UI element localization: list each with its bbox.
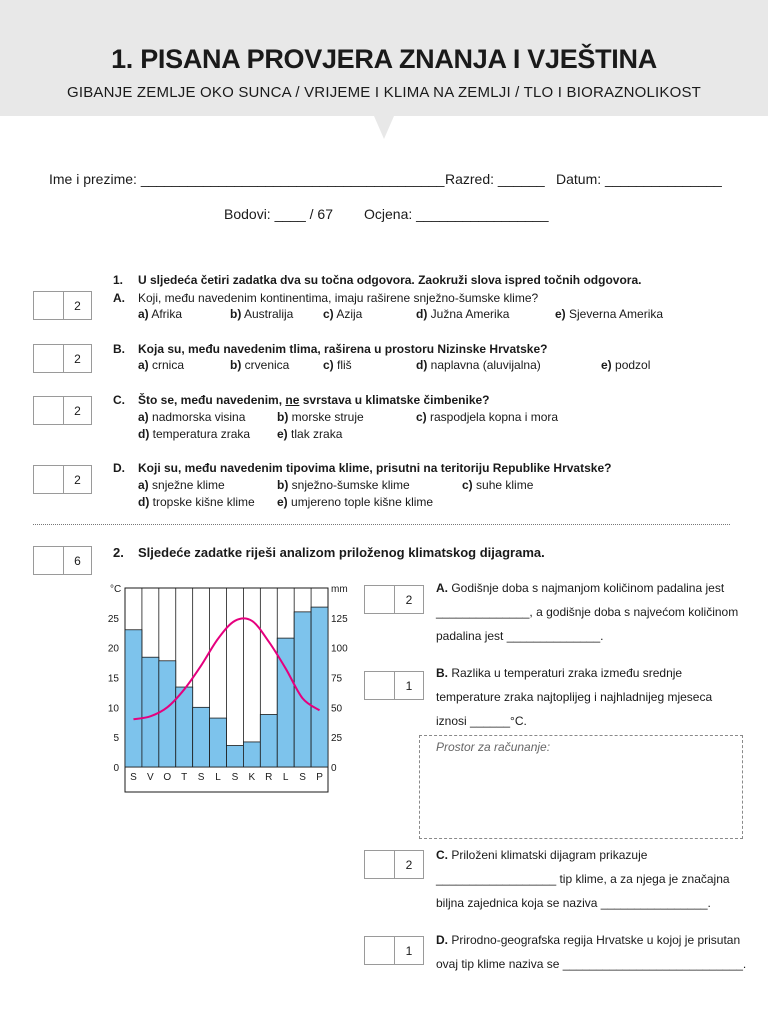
option-text: tropske kišne klime <box>152 495 255 509</box>
option-1d-c[interactable] <box>462 478 533 492</box>
right-tick-label: 50 <box>331 703 343 715</box>
score-box-2[interactable] <box>33 546 92 575</box>
task2c-line3[interactable]: biljna zajednica koja se naziva ________________. <box>436 896 711 910</box>
option-text: crvenica <box>244 358 290 372</box>
left-tick-label: 5 <box>113 733 119 745</box>
left-tick-label: 25 <box>107 613 119 625</box>
option-1d-d[interactable] <box>138 495 255 509</box>
month-label: L <box>282 772 289 783</box>
option-letter: d) <box>138 495 150 509</box>
task2b-line2: temperature zraka najtoplijeg i najhladnijeg mjeseca <box>436 690 713 704</box>
section-divider <box>33 524 730 525</box>
task1a-letter: A. <box>113 291 125 305</box>
option-letter: e) <box>601 358 612 372</box>
option-letter: c) <box>462 478 473 492</box>
option-letter: c) <box>416 410 427 424</box>
option-1a-a[interactable] <box>138 307 182 321</box>
option-text: Australija <box>244 307 294 321</box>
option-text: naplavna (aluvijalna) <box>430 358 541 372</box>
task2a-text <box>436 576 738 648</box>
option-letter: e) <box>277 427 288 441</box>
option-text: temperatura zraka <box>152 427 251 441</box>
score-input-2c[interactable] <box>365 851 395 878</box>
right-tick-label: 75 <box>331 673 343 685</box>
task1c-question <box>138 393 490 407</box>
option-text: Južna Amerika <box>430 307 510 321</box>
question-part: Što se, među navedenim, <box>138 393 286 407</box>
precip-bar-9 <box>260 714 277 767</box>
option-letter: b) <box>230 358 242 372</box>
task1-instruction: U sljedeća četiri zadatka dva su točna odgovora. Zaokruži slova ispred točnih odgovora. <box>138 273 642 287</box>
precip-bar-2 <box>142 657 159 767</box>
option-text: fliš <box>337 358 352 372</box>
task2a-line1: Godišnje doba s najmanjom količinom padalina jest <box>451 581 725 595</box>
month-label: S <box>130 772 137 783</box>
task1b-letter: B. <box>113 342 125 356</box>
score-max-1b: 2 <box>74 351 81 366</box>
precip-bar-8 <box>243 742 260 767</box>
option-1a-d[interactable] <box>416 307 509 321</box>
option-1a-c[interactable] <box>323 307 362 321</box>
option-1d-e[interactable] <box>277 495 433 509</box>
task1a-question: Koji, među navedenim kontinentima, imaju raširene snježno-šumske klime? <box>138 291 539 305</box>
option-1c-e[interactable] <box>277 427 342 441</box>
calculation-area[interactable] <box>419 735 743 839</box>
right-axis-unit: mm <box>331 584 348 595</box>
option-1d-a[interactable] <box>138 478 225 492</box>
option-letter: d) <box>416 358 428 372</box>
score-input-2b[interactable] <box>365 672 395 699</box>
month-label: S <box>231 772 239 783</box>
option-letter: a) <box>138 410 149 424</box>
score-box-1d[interactable] <box>33 465 92 494</box>
month-label: K <box>248 772 256 783</box>
precip-bar-4 <box>176 687 193 767</box>
score-max-2a: 2 <box>405 592 413 607</box>
text-line <box>436 843 730 867</box>
right-tick-label: 100 <box>331 643 348 655</box>
score-input-1a[interactable] <box>34 292 64 319</box>
task2c-line2[interactable]: __________________ tip klime, a za njega je značajna <box>436 872 730 886</box>
score-input-2a[interactable] <box>365 586 395 613</box>
right-tick-label: 25 <box>331 733 343 745</box>
task2b-line1: Razlika u temperaturi zraka između srednje <box>451 666 683 680</box>
month-label: V <box>147 772 154 783</box>
option-1c-d[interactable] <box>138 427 250 441</box>
score-max-1c: 2 <box>74 403 81 418</box>
option-letter: d) <box>138 427 150 441</box>
option-1b-c[interactable] <box>323 358 352 372</box>
task2a-line3[interactable]: padalina jest ______________. <box>436 629 604 643</box>
task1b-question: Koja su, među navedenim tlima, raširena u prostoru Nizinske Hrvatske? <box>138 342 548 356</box>
right-tick-label: 125 <box>331 613 348 625</box>
option-text: umjereno tople kišne klime <box>291 495 434 509</box>
month-label: S <box>197 772 205 783</box>
date-blank: _______________ <box>605 171 722 187</box>
date-label: Datum: <box>556 171 602 187</box>
precip-bar-5 <box>193 707 210 767</box>
date-field[interactable] <box>556 171 722 187</box>
grade-label: Ocjena: <box>364 206 413 222</box>
task2c-line1: Priloženi klimatski dijagram prikazuje <box>451 848 648 862</box>
score-max-2b: 1 <box>405 678 413 693</box>
points-field[interactable] <box>224 206 333 222</box>
name-label: Ime i prezime: <box>49 171 137 187</box>
score-input-1d[interactable] <box>34 466 64 493</box>
month-label: T <box>181 772 188 783</box>
class-blank: ______ <box>497 171 545 187</box>
score-box-2c[interactable] <box>364 850 424 879</box>
option-1a-b[interactable] <box>230 307 293 321</box>
score-box-1b[interactable] <box>33 344 92 373</box>
option-1b-a[interactable] <box>138 358 184 372</box>
score-box-2b[interactable] <box>364 671 424 700</box>
precip-bar-7 <box>227 746 244 767</box>
option-text: suhe klime <box>476 478 534 492</box>
text-line <box>436 928 746 952</box>
page-title: 1. PISANA PROVJERA ZNANJA I VJEŠTINA <box>111 44 657 74</box>
question-negation: ne <box>285 393 300 407</box>
option-text: raspodjela kopna i mora <box>426 410 559 424</box>
task2c-letter: C. <box>436 848 448 862</box>
option-text: podzol <box>615 358 651 372</box>
option-1a-e[interactable] <box>555 307 663 321</box>
class-field[interactable] <box>445 171 545 187</box>
grade-field[interactable] <box>364 206 549 222</box>
month-label: P <box>316 772 323 783</box>
points-label: Bodovi: <box>224 206 271 222</box>
calculation-label: Prostor za računanje: <box>436 740 551 754</box>
score-max-2: 6 <box>74 553 81 568</box>
left-tick-label: 15 <box>107 673 119 685</box>
precip-bar-12 <box>311 607 328 767</box>
option-letter: b) <box>277 410 289 424</box>
option-letter: a) <box>138 478 149 492</box>
option-1c-a[interactable] <box>138 410 245 424</box>
option-text: Azija <box>336 307 363 321</box>
option-letter: e) <box>555 307 566 321</box>
score-input-2d[interactable] <box>365 937 395 964</box>
score-input-1b[interactable] <box>34 345 64 372</box>
task2d-line2[interactable]: ovaj tip klime naziva se ___________________________. <box>436 957 747 971</box>
score-input-2[interactable] <box>34 547 64 574</box>
option-1d-b[interactable] <box>277 478 410 492</box>
task2-instruction: Sljedeće zadatke riješi analizom priloženog klimatskog dijagrama. <box>138 545 545 560</box>
task1-number: 1. <box>113 273 124 287</box>
month-label: L <box>215 772 221 783</box>
text-line <box>436 661 712 685</box>
score-max-1a: 2 <box>74 298 81 313</box>
option-letter: e) <box>277 495 288 509</box>
task2d-line1: Prirodno-geografska regija Hrvatske u kojoj je prisutan <box>451 933 741 947</box>
precip-bar-3 <box>159 661 176 767</box>
month-label: S <box>299 772 306 783</box>
precip-bar-6 <box>210 718 227 767</box>
task1d-letter: D. <box>113 461 125 475</box>
class-label: Razred: <box>445 171 495 187</box>
option-letter: c) <box>323 358 334 372</box>
task2-number: 2. <box>113 545 124 560</box>
climate-diagram <box>100 580 360 800</box>
option-1b-e[interactable] <box>601 358 650 372</box>
text-line <box>436 576 738 600</box>
month-label: R <box>265 772 273 783</box>
task1c-letter: C. <box>113 393 125 407</box>
option-text: Sjeverna Amerika <box>569 307 664 321</box>
option-letter: a) <box>138 307 149 321</box>
right-tick-label: 0 <box>331 763 337 774</box>
points-separator: / <box>309 206 314 222</box>
points-blank: ____ <box>274 206 306 222</box>
option-text: nadmorska visina <box>152 410 246 424</box>
option-text: crnica <box>152 358 185 372</box>
left-tick-label: 0 <box>113 763 119 774</box>
task2a-letter: A. <box>436 581 448 595</box>
score-box-2d[interactable] <box>364 936 424 965</box>
left-tick-label: 10 <box>107 703 119 715</box>
score-box-1a[interactable] <box>33 291 92 320</box>
task2a-line2[interactable]: ______________, a godišnje doba s najvećom količinom <box>436 605 739 619</box>
left-tick-label: 20 <box>107 643 119 655</box>
task2d-letter: D. <box>436 933 448 947</box>
month-label: O <box>163 772 172 783</box>
score-box-2a[interactable] <box>364 585 424 614</box>
option-letter: c) <box>323 307 334 321</box>
option-text: morske struje <box>291 410 364 424</box>
option-text: snježno-šumske klime <box>291 478 410 492</box>
option-text: Afrika <box>151 307 183 321</box>
task2b-line3[interactable]: iznosi ______°C. <box>436 714 527 728</box>
score-input-1c[interactable] <box>34 397 64 424</box>
task2b-text <box>436 661 712 733</box>
precip-bar-1 <box>125 630 142 767</box>
score-max-2d: 1 <box>405 943 413 958</box>
option-1b-d[interactable] <box>416 358 541 372</box>
question-part: svrstava u klimatske čimbenike? <box>299 393 490 407</box>
score-box-1c[interactable] <box>33 396 92 425</box>
option-1c-b[interactable] <box>277 410 364 424</box>
option-letter: d) <box>416 307 428 321</box>
task1d-question: Koji su, među navedenim tipovima klime, prisutni na teritoriju Republike Hrvatske? <box>138 461 612 475</box>
option-text: snježne klime <box>152 478 225 492</box>
name-field[interactable] <box>49 171 444 187</box>
option-letter: a) <box>138 358 149 372</box>
option-text: tlak zraka <box>291 427 343 441</box>
option-letter: b) <box>277 478 289 492</box>
left-axis-unit: °C <box>110 584 122 595</box>
score-max-1d: 2 <box>74 472 81 487</box>
option-1b-b[interactable] <box>230 358 289 372</box>
page-subtitle: GIBANJE ZEMLJE OKO SUNCA / VRIJEME I KLIMA NA ZEMLJI / TLO I BIORAZNOLIKOST <box>66 84 702 101</box>
task2d-text <box>436 928 746 976</box>
option-1c-c[interactable] <box>416 410 558 424</box>
task2c-text <box>436 843 730 915</box>
option-letter: b) <box>230 307 242 321</box>
name-blank: _______________________________________ <box>140 171 445 187</box>
score-max-2c: 2 <box>405 857 413 872</box>
points-total: 67 <box>317 206 333 222</box>
task2b-letter: B. <box>436 666 448 680</box>
grade-blank: _________________ <box>416 206 549 222</box>
